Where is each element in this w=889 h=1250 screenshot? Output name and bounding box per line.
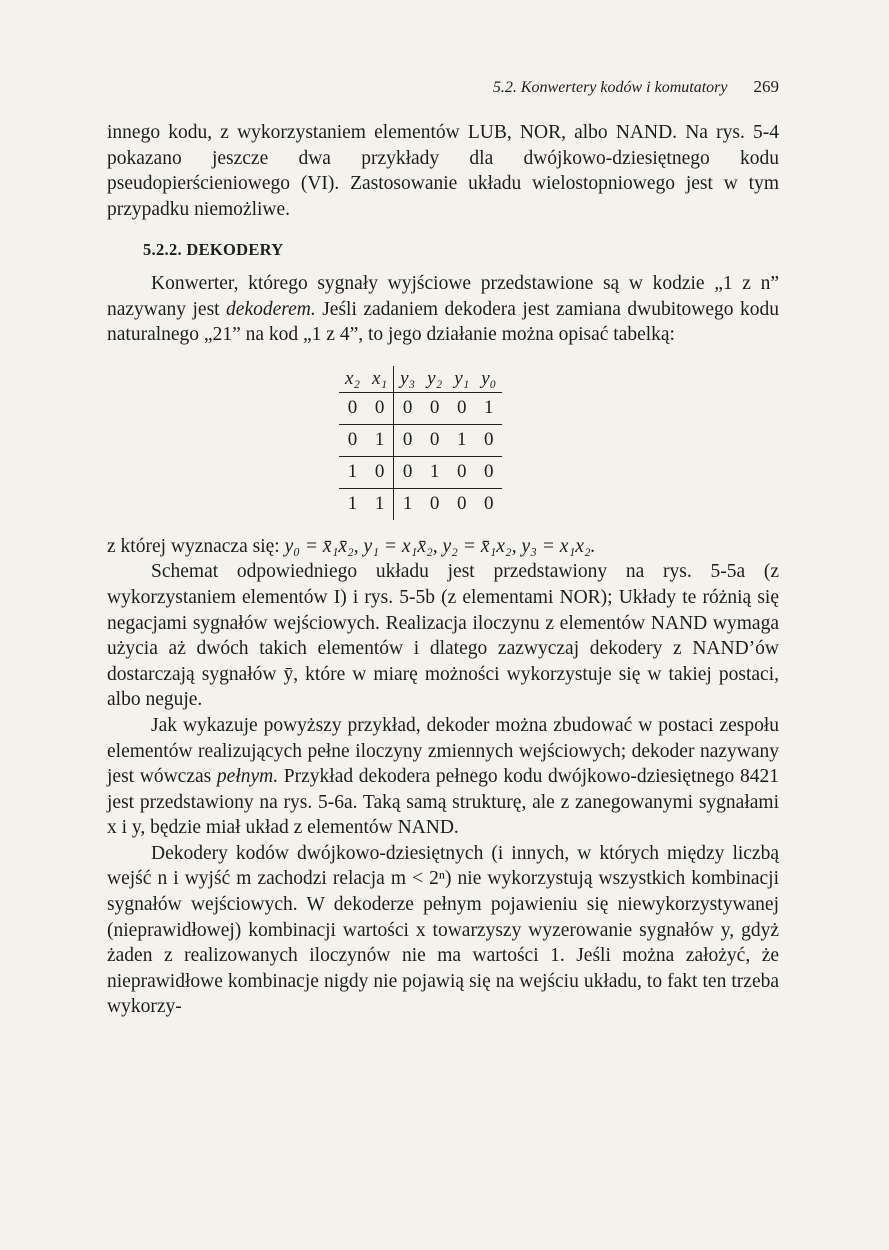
table-row bbox=[339, 456, 502, 488]
header-cell: x₂ bbox=[345, 367, 361, 389]
table-cell: 0 bbox=[402, 397, 413, 419]
paragraph-text: Konwerter, którego sygnały wyjściowe przedstawione są w kodzie „1 z n” nazywany jest bbox=[107, 272, 779, 320]
running-title: 5.2. Konwertery kodów i komutatory bbox=[492, 79, 728, 96]
paragraph-intro: innego kodu, z wykorzystaniem elementów LUB, NOR, albo NAND. Na rys. 5-4 pokazano jeszcze dwa przykłady dla dwójkowo-dziesiętnego kodu pseudopierścieniowego (VI). Zastosowanie układu wielostopniowego jest w tym przypadku niemożliwe. bbox=[107, 122, 779, 220]
page-number: 269 bbox=[753, 77, 779, 96]
table-cell: 1 bbox=[366, 424, 394, 456]
table-cell: 0 bbox=[456, 397, 467, 419]
section-heading: 5.2.2. DEKODERY bbox=[143, 240, 284, 260]
truth-table bbox=[339, 366, 502, 520]
paragraph-bcd-decoders: Dekodery kodów dwójkowo-dziesiętnych (i innych, w których między liczbą wejść n i wyjść m zachodzi relacja m < 2ⁿ) nie wykorzystują wszystkich kombinacji sygnałów wejściowych. W dekoderze pełnym pojawieniu się niewykorzystywanej (nieprawidłowej) kombinacji wartości x towarzyszy wyzerowanie sygnałów y, gdyż żaden z realizowanych iloczynów nie ma wartości 1. Jeśli można założyć, że nieprawidłowe kombinacje nigdy nie pojawią się na wejściu układu, to fakt ten trzeba wykorzy- bbox=[107, 842, 779, 1018]
table-cell: 1 bbox=[402, 493, 413, 515]
paragraph-full-decoder bbox=[107, 713, 779, 841]
formula-lead: z której wyznacza się: bbox=[107, 535, 285, 557]
table-cell: 0 bbox=[347, 397, 358, 419]
table-cell: 0 bbox=[366, 456, 394, 488]
header-cell: y₀ bbox=[481, 367, 497, 389]
emphasis-term: dekoderem. bbox=[226, 298, 316, 320]
table-cell: 0 bbox=[347, 429, 358, 451]
paragraph-text: Przykład dekodera pełnego kodu dwójkowo-dziesiętnego 8421 jest przedstawiony na rys. 5-6a. Taką samą strukturę, ale z zanegowanymi sygnałami x i y, będzie miał układ z elementów NAND. bbox=[107, 766, 779, 839]
table-cell: 0 bbox=[429, 429, 440, 451]
table-cell: 1 bbox=[347, 461, 358, 483]
truth-table-header-row bbox=[339, 366, 502, 393]
table-cell: 0 bbox=[484, 493, 494, 515]
table-row bbox=[339, 488, 502, 520]
table-cell: 0 bbox=[402, 429, 413, 451]
table-cell: 0 bbox=[484, 429, 494, 451]
table-cell: 0 bbox=[429, 397, 440, 419]
header-cell: y₃ bbox=[400, 367, 416, 389]
table-cell: 0 bbox=[402, 461, 413, 483]
table-cell: 1 bbox=[347, 493, 358, 515]
table-cell: 1 bbox=[366, 488, 394, 520]
table-cell: 0 bbox=[366, 392, 394, 424]
table-cell: 0 bbox=[429, 493, 440, 515]
formula-line bbox=[107, 534, 779, 560]
paragraph-decoder-definition bbox=[107, 271, 779, 348]
table-cell: 1 bbox=[429, 461, 440, 483]
emphasis-term: pełnym. bbox=[216, 766, 279, 788]
paragraph-text: Jeśli zadaniem dekodera jest zamiana dwubitowego kodu naturalnego „21” na kod „1 z 4”, to jego działanie można opisać tabelką: bbox=[107, 298, 779, 346]
table-cell: 0 bbox=[456, 493, 467, 515]
formula-math: y₀ = x̄₁x̄₂, y₁ = x₁x̄₂, y₂ = x̄₁x₂, y₃ = x₁x₂. bbox=[284, 535, 596, 557]
table-cell: 0 bbox=[456, 461, 467, 483]
page-body bbox=[107, 120, 779, 1020]
table-row bbox=[339, 392, 502, 424]
paragraph-text: Jak wykazuje powyższy przykład, dekoder można zbudować w postaci zespołu elementów realizujących pełne iloczyny zmiennych wejściowych; dekoder nazywany jest wówczas bbox=[107, 714, 779, 788]
paragraph-schematic: Schemat odpowiedniego układu jest przedstawiony na rys. 5-5a (z wykorzystaniem elementów I) i rys. 5-5b (z elementami NOR); Układy te różnią się negacjami sygnałów wejściowych. Realizacja iloczynu z elementów NAND wymaga użycia aż dwóch takich elementów i dlatego zazwyczaj dekodery z NAND’ów dostarczają sygnałów ȳ, które w miarę możności wykorzystuje się w takiej postaci, albo neguje. bbox=[107, 561, 779, 711]
header-cell: y₂ bbox=[427, 367, 443, 389]
table-cell: 1 bbox=[456, 429, 467, 451]
table-row bbox=[339, 424, 502, 456]
table-cell: 1 bbox=[484, 397, 494, 419]
page-header bbox=[107, 77, 779, 97]
table-cell: 0 bbox=[484, 461, 494, 483]
header-cell: y₁ bbox=[454, 367, 470, 389]
header-cell: x₁ bbox=[366, 366, 394, 393]
